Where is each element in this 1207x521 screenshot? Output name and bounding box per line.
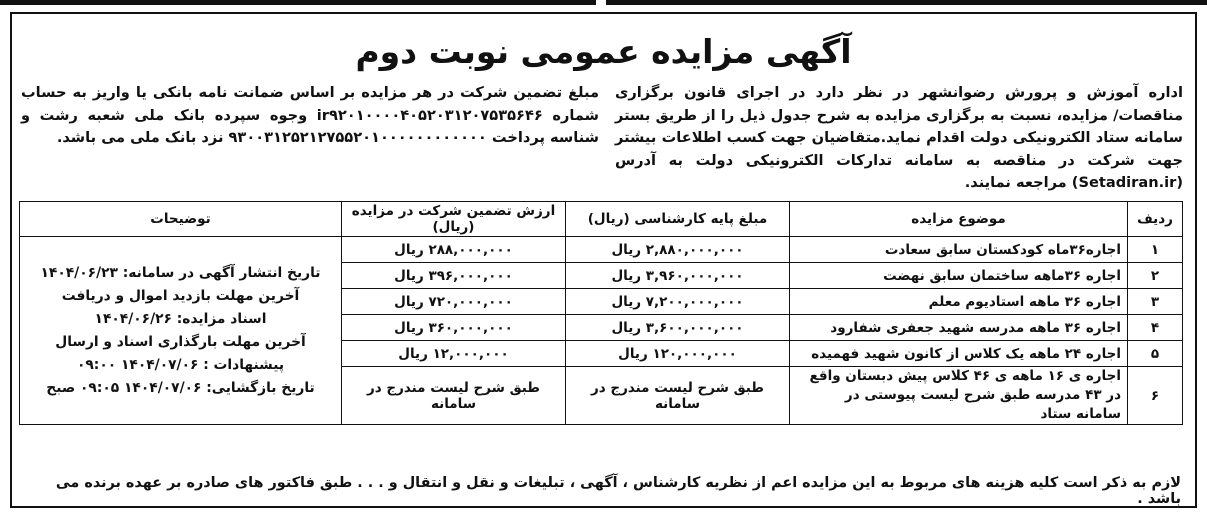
announcement-title: آگهی مزایده عمومی نوبت دوم — [355, 32, 852, 71]
row-subject: اجاره ۳۶ ماهه استادیوم معلم — [790, 289, 1128, 315]
row-number: ۴ — [1128, 315, 1183, 341]
row-guarantee: ۱۲,۰۰۰,۰۰۰ ریال — [342, 341, 566, 367]
row-base-price: ۷,۲۰۰,۰۰۰,۰۰۰ ریال — [566, 289, 790, 315]
header-base-price: مبلغ پایه کارشناسی (ریال) — [566, 202, 790, 237]
row-subject: اجاره ی ۱۶ ماهه ی ۴۶ کلاس پیش دبستان واقع در ۴۳ مدرسه طبق شرح لیست پیوستی در سامانه ستاد — [790, 367, 1128, 425]
intro-paragraph-right — [615, 82, 1183, 195]
row-base-price: طبق شرح لیست مندرج در سامانه — [566, 367, 790, 425]
note-documents-date: اسناد مزایده: ۱۴۰۴/۰۶/۲۶ — [94, 310, 267, 327]
row-base-price: ۲,۸۸۰,۰۰۰,۰۰۰ ریال — [566, 237, 790, 263]
footer-note: لازم به ذکر است کلیه هزینه های مربوط به این مزایده اعم از نظریه کارشناس ، آگهی ، تبلیغات و نقل و انتقال و . . . طبق فاکتور های صادره بر عهده برنده می باشد . — [55, 475, 1181, 507]
row-guarantee: ۷۲۰,۰۰۰,۰۰۰ ریال — [342, 289, 566, 315]
table-header-row — [20, 202, 1183, 237]
notes-cell — [20, 237, 342, 425]
row-subject: اجاره ۳۶ ماهه مدرسه شهید جعفری شفارود — [790, 315, 1128, 341]
top-rule-right — [606, 0, 1207, 5]
top-rule-left — [0, 0, 596, 5]
note-upload-deadline: آخرین مهلت بارگذاری اسناد و ارسال — [55, 333, 306, 350]
row-base-price: ۱۲۰,۰۰۰,۰۰۰ ریال — [566, 341, 790, 367]
announcement-frame — [10, 12, 1197, 508]
row-guarantee: طبق شرح لیست مندرج در سامانه — [342, 367, 566, 425]
page-top-rules — [0, 0, 1207, 10]
row-subject: اجاره ۲۴ ماهه یک کلاس از کانون شهید فهمیده — [790, 341, 1128, 367]
header-row-number: ردیف — [1128, 202, 1183, 237]
row-number: ۲ — [1128, 263, 1183, 289]
note-publish-date: تاریخ انتشار آگهی در سامانه: ۱۴۰۴/۰۶/۲۳ — [40, 264, 321, 281]
row-base-price: ۳,۶۰۰,۰۰۰,۰۰۰ ریال — [566, 315, 790, 341]
intro-paragraph-left: مبلغ تضمین شرکت در هر مزایده بر اساس ضمانت نامه بانکی یا واریز به حساب شماره ir۹۲۰۱۰۰۰۰۴۰۵۲۰۳۱۲۰۷۵۳۵۶۴۶ وجوه سپرده بانک ملی شعبه رشت و شناسه پرداخت ۹۳۰۰۳۱۲۵۲۱۲۷۵۵۲۰۱۰۰۰۰۰۰۰۰۰۰۰۰ نزد بانک ملی می باشد. — [21, 84, 599, 146]
note-proposals-date: پیشنهادات : ۱۴۰۴/۰۷/۰۶ ۰۹:۰۰ — [76, 356, 285, 373]
auction-table — [19, 201, 1183, 425]
header-subject: موضوع مزایده — [790, 202, 1128, 237]
row-number: ۵ — [1128, 341, 1183, 367]
row-subject: اجاره۳۶ماه کودکستان سابق سعادت — [790, 237, 1128, 263]
row-subject: اجاره ۳۶ماهه ساختمان سابق نهضت — [790, 263, 1128, 289]
row-guarantee: ۳۶۰,۰۰۰,۰۰۰ ریال — [342, 315, 566, 341]
row-number: ۱ — [1128, 237, 1183, 263]
intro-right-text: در نظر دارد در اجرای قانون برگزاری مناقصات/ مزایده، نسبت به برگزاری مزایده به شرح جدول ذیل را از طریق بستر سامانه ستاد الکترونیکی دولت اقدام نماید.متقاضیان جهت کسب اطلاعات بیشتر جهت شرکت در مناقصه به سامانه تدارکات الکترونیکی دولت به آدرس (Setadiran.ir) مراجعه نمایند. — [615, 84, 1183, 191]
row-guarantee: ۳۹۶,۰۰۰,۰۰۰ ریال — [342, 263, 566, 289]
row-guarantee: ۲۸۸,۰۰۰,۰۰۰ ریال — [342, 237, 566, 263]
note-visit-deadline: آخرین مهلت بازدید اموال و دریافت — [61, 287, 300, 304]
header-notes: توضیحات — [20, 202, 342, 237]
header-guarantee: ارزش تضمین شرکت در مزایده (ریال) — [342, 202, 566, 237]
row-base-price: ۳,۹۶۰,۰۰۰,۰۰۰ ریال — [566, 263, 790, 289]
note-opening-date: تاریخ بازگشایی: ۱۴۰۴/۰۷/۰۶ ۰۹:۰۵ صبح — [46, 379, 315, 396]
table-row — [20, 237, 1183, 263]
row-number: ۶ — [1128, 367, 1183, 425]
organization-name: اداره آموزش و پرورش رضوانشهر — [919, 84, 1183, 101]
row-number: ۳ — [1128, 289, 1183, 315]
